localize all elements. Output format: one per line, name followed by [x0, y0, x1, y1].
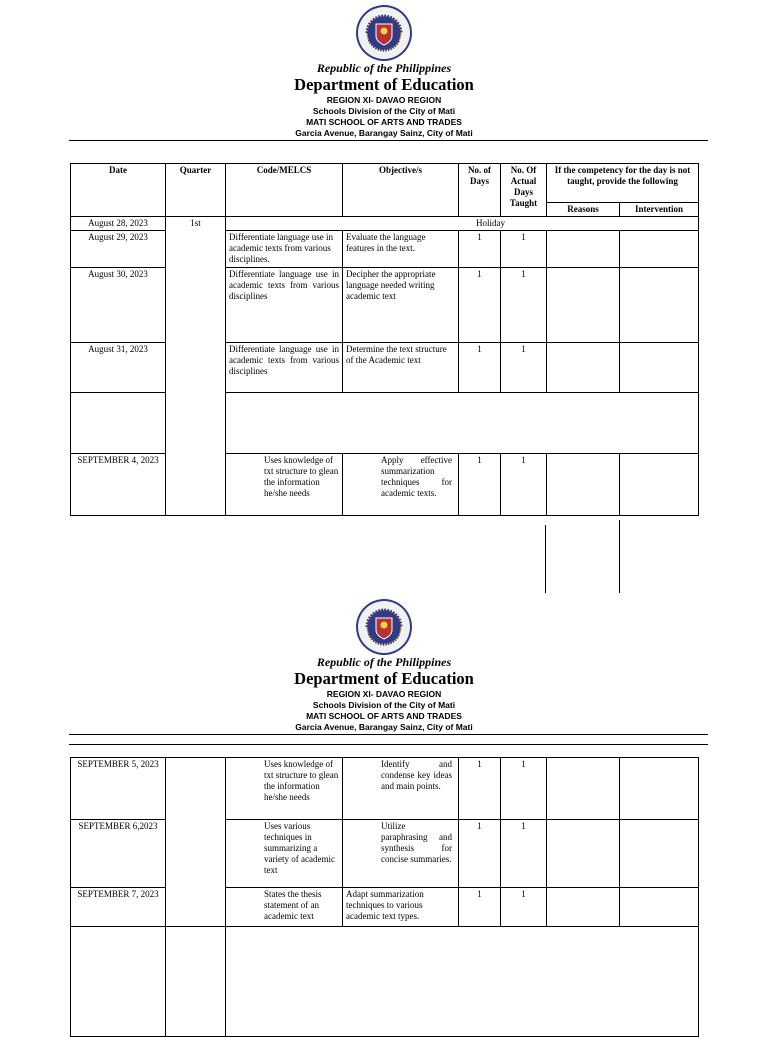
table-row-empty [71, 927, 699, 1037]
col-header-intervention: Intervention [620, 203, 699, 217]
school-name: MATI SCHOOL OF ARTS AND TRADES [306, 711, 462, 721]
blank-merged-cell [226, 927, 699, 1037]
reasons-cell [547, 231, 620, 268]
col-header-not-taught: If the competency for the day is not taught, provide the following [547, 164, 699, 203]
col-header-quarter: Quarter [166, 164, 226, 217]
objective-cell: Identify and condense key ideas and main points. [343, 758, 459, 820]
table-row [71, 217, 699, 231]
objective-cell: Decipher the appropriate language needed writing academic text [343, 268, 459, 343]
col-header-objective: Objective/s [343, 164, 459, 217]
code-cell: Uses knowledge of txt structure to glean the information he/she needs [226, 758, 343, 820]
col-header-days: No. of Days [459, 164, 501, 217]
code-cell: Uses knowledge of txt structure to glean the information he/she needs [226, 454, 343, 516]
days-cell: 1 [459, 343, 501, 393]
reasons-cell [547, 758, 620, 820]
date-cell: August 30, 2023 [71, 268, 166, 343]
date-cell: SEPTEMBER 5, 2023 [71, 758, 166, 820]
actual-days-cell: 1 [501, 268, 547, 343]
table-row [71, 454, 699, 516]
date-cell [71, 927, 166, 1037]
actual-days-cell: 1 [501, 231, 547, 268]
reasons-cell [547, 268, 620, 343]
code-cell: Differentiate language use in academic texts from various disciplines [226, 343, 343, 393]
actual-days-cell: 1 [501, 454, 547, 516]
reasons-cell [547, 888, 620, 927]
actual-days-cell: 1 [501, 888, 547, 927]
reasons-cell [547, 343, 620, 393]
department-title: Department of Education [294, 669, 474, 688]
holiday-note: Holiday [226, 217, 699, 231]
objective-cell: Utilize paraphrasing and synthesis for concise summaries. [343, 820, 459, 888]
intervention-cell [620, 454, 699, 516]
school-name: MATI SCHOOL OF ARTS AND TRADES [306, 117, 462, 127]
division-line: Schools Division of the City of Mati [312, 106, 456, 116]
objective-cell: Adapt summarization techniques to various academic text types. [343, 888, 459, 927]
date-cell: SEPTEMBER 6,2023 [71, 820, 166, 888]
table-row [71, 268, 699, 343]
weekly-accomplishment-table [70, 163, 699, 516]
objective-cell: Determine the text structure of the Academic text [343, 343, 459, 393]
stray-vertical-line [545, 525, 546, 593]
school-address: Garcia Avenue, Barangay Sainz, City of Mati [295, 722, 473, 732]
days-cell: 1 [459, 758, 501, 820]
division-line: Schools Division of the City of Mati [312, 700, 456, 710]
stray-vertical-line [619, 520, 620, 593]
quarter-cell [166, 758, 226, 927]
republic-line: Republic of the Philippines [316, 61, 452, 75]
date-cell: August 31, 2023 [71, 343, 166, 393]
date-cell: SEPTEMBER 7, 2023 [71, 888, 166, 927]
table-row-empty [71, 393, 699, 454]
region-line: REGION XI- DAVAO REGION [326, 95, 442, 105]
header-rule [69, 734, 708, 735]
date-cell [71, 393, 166, 454]
date-cell: SEPTEMBER 4, 2023 [71, 454, 166, 516]
table-row [71, 231, 699, 268]
objective-cell: Evaluate the language features in the text. [343, 231, 459, 268]
quarter-cell: 1st [166, 217, 226, 516]
col-header-actual-days: No. Of Actual Days Taught [501, 164, 547, 217]
intervention-cell [620, 343, 699, 393]
header-rule [69, 140, 708, 141]
table-row [71, 888, 699, 927]
col-header-reasons: Reasons [547, 203, 620, 217]
code-cell: Differentiate language use in academic texts from various disciplines [226, 268, 343, 343]
col-header-date: Date [71, 164, 166, 217]
department-title: Department of Education [294, 75, 474, 94]
region-line: REGION XI- DAVAO REGION [326, 689, 442, 699]
intervention-cell [620, 268, 699, 343]
blank-merged-cell [226, 393, 699, 454]
code-cell: States the thesis statement of an academic text [226, 888, 343, 927]
reasons-cell [547, 454, 620, 516]
objective-cell: Apply effective summarization techniques for academic texts. [343, 454, 459, 516]
days-cell: 1 [459, 888, 501, 927]
days-cell: 1 [459, 820, 501, 888]
actual-days-cell: 1 [501, 820, 547, 888]
date-cell: August 29, 2023 [71, 231, 166, 268]
quarter-cell [166, 927, 226, 1037]
weekly-accomplishment-table-continued [70, 757, 699, 1037]
school-address: Garcia Avenue, Barangay Sainz, City of Mati [295, 128, 473, 138]
intervention-cell [620, 758, 699, 820]
actual-days-cell: 1 [501, 343, 547, 393]
days-cell: 1 [459, 268, 501, 343]
date-cell: August 28, 2023 [71, 217, 166, 231]
intervention-cell [620, 888, 699, 927]
intervention-cell [620, 820, 699, 888]
table-row [71, 758, 699, 820]
deped-seal-logo [355, 4, 413, 62]
table-row [71, 820, 699, 888]
header-rule-thin [69, 744, 708, 745]
days-cell: 1 [459, 231, 501, 268]
intervention-cell [620, 231, 699, 268]
code-cell: Differentiate language use in academic texts from various disciplines. [226, 231, 343, 268]
reasons-cell [547, 820, 620, 888]
actual-days-cell: 1 [501, 758, 547, 820]
republic-line: Republic of the Philippines [316, 655, 452, 669]
code-cell: Uses various techniques in summarizing a variety of academic text [226, 820, 343, 888]
deped-seal-logo [355, 598, 413, 656]
col-header-code: Code/MELCS [226, 164, 343, 217]
table-row [71, 343, 699, 393]
days-cell: 1 [459, 454, 501, 516]
